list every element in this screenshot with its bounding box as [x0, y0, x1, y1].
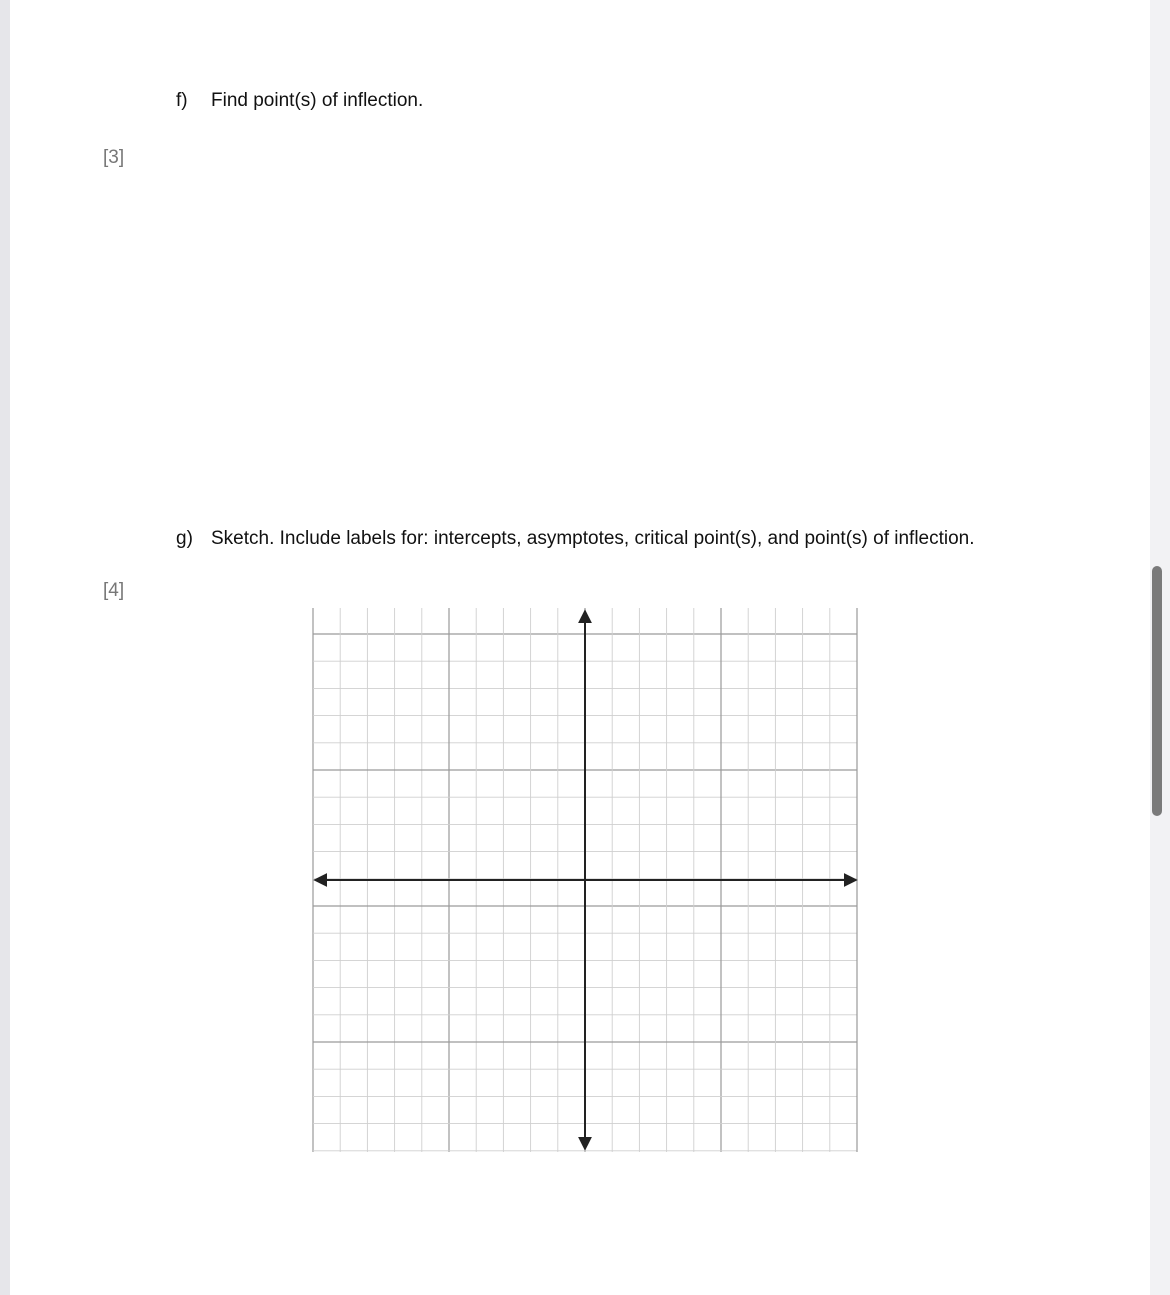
- question-f: [176, 90, 423, 112]
- question-f-marks: [3]: [103, 147, 125, 168]
- scrollbar-thumb[interactable]: [1152, 566, 1162, 816]
- question-g: [176, 528, 975, 550]
- question-g-marks: [4]: [103, 580, 125, 601]
- question-f-letter: f): [176, 90, 188, 111]
- question-f-text: Find point(s) of inflection.: [211, 90, 424, 111]
- question-g-letter: g): [176, 528, 193, 549]
- question-g-text: Sketch. Include labels for: intercepts, asymptotes, critical point(s), and point(s) of inflection.: [211, 528, 975, 549]
- sketch-grid: [300, 600, 870, 1160]
